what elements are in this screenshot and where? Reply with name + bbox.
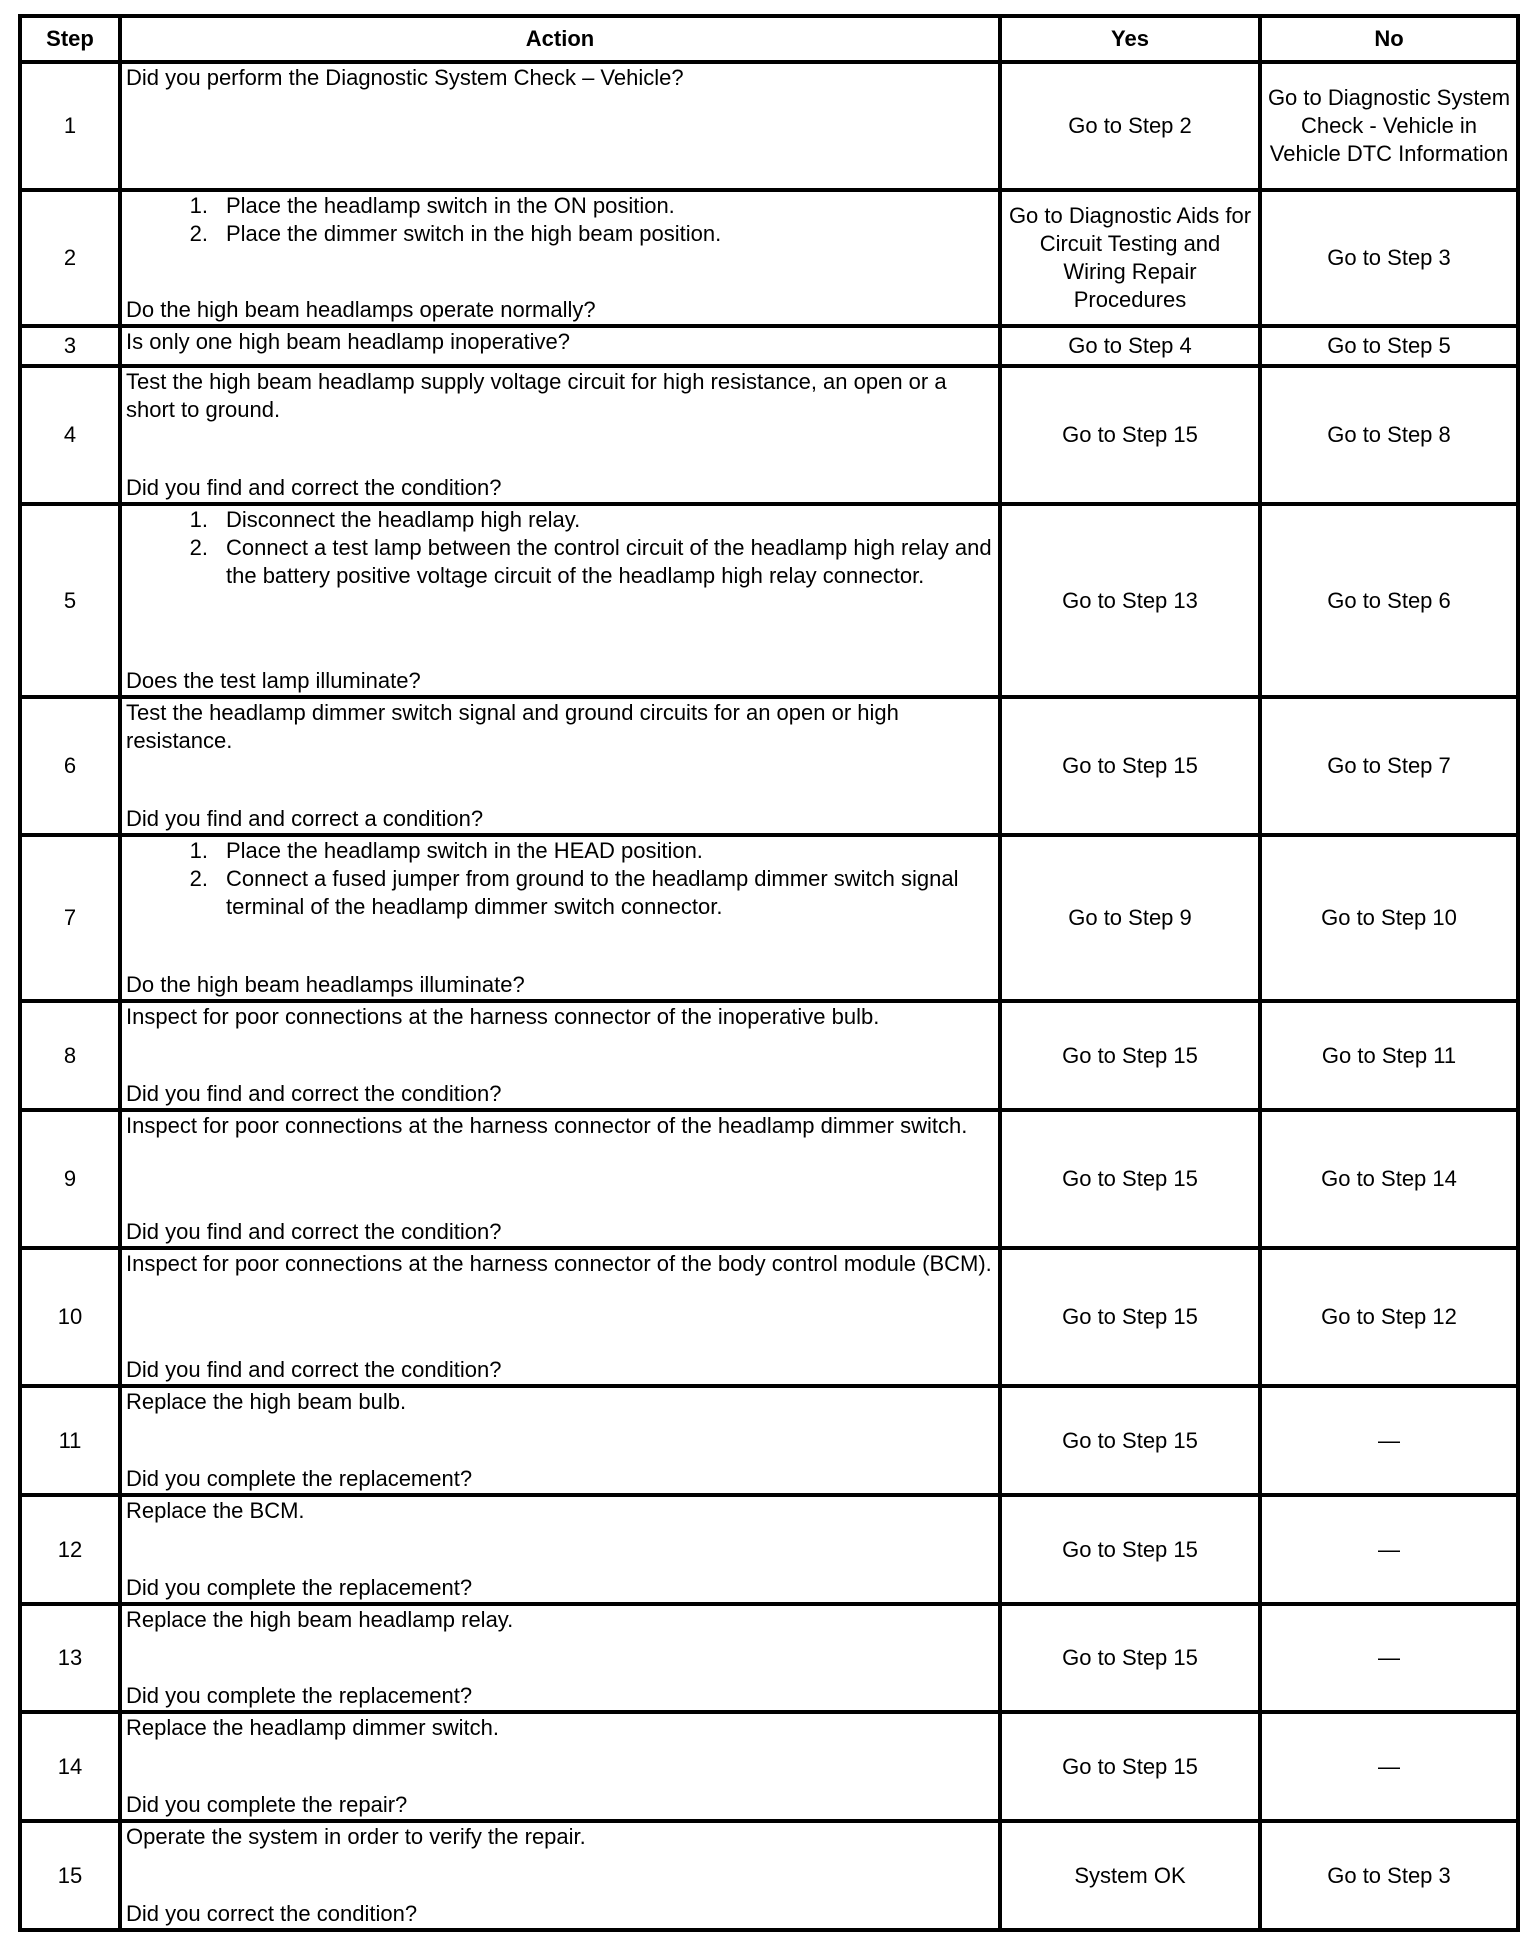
step-number: 1 — [20, 62, 120, 190]
question-text: Did you complete the replacement? — [126, 1683, 473, 1708]
table-row — [20, 1821, 1518, 1930]
yes-result: Go to Step 9 — [1000, 835, 1260, 1001]
action-content — [126, 192, 994, 324]
action-instructions — [126, 1003, 994, 1031]
yes-result: Go to Step 15 — [1000, 1248, 1260, 1386]
substep-number: 1. — [189, 838, 208, 863]
substep-list — [126, 192, 994, 248]
table-row — [20, 326, 1518, 366]
step-number: 14 — [20, 1712, 120, 1821]
question-text: Did you complete the replacement? — [126, 1575, 473, 1600]
table-row — [20, 1110, 1518, 1248]
action-instructions — [126, 1823, 994, 1851]
question-text: Did you find and correct the condition? — [126, 1219, 502, 1244]
action-content — [126, 1112, 994, 1246]
no-result: Go to Diagnostic System Check - Vehicle in Vehicle DTC Information — [1260, 62, 1518, 190]
instruction-text: Test the headlamp dimmer switch signal and ground circuits for an open or high resistance. — [126, 700, 899, 753]
step-action — [120, 1001, 1000, 1110]
question-text: Did you find and correct a condition? — [126, 806, 484, 831]
instruction-text: Replace the BCM. — [126, 1498, 305, 1523]
no-result: — — [1260, 1495, 1518, 1604]
instruction-text: Replace the high beam headlamp relay. — [126, 1607, 514, 1632]
no-result: Go to Step 6 — [1260, 504, 1518, 697]
question-text: Did you find and correct the condition? — [126, 1081, 502, 1106]
table-body — [20, 62, 1518, 1930]
substep-item — [126, 865, 994, 921]
action-instructions — [126, 192, 994, 248]
action-content — [126, 368, 994, 502]
no-result: Go to Step 7 — [1260, 697, 1518, 835]
table-row — [20, 1712, 1518, 1821]
step-number: 4 — [20, 366, 120, 504]
substep-item — [126, 220, 994, 248]
substep-item — [126, 192, 994, 220]
action-instructions — [126, 368, 994, 424]
table-row — [20, 1248, 1518, 1386]
table-row — [20, 1386, 1518, 1495]
yes-result: Go to Step 4 — [1000, 326, 1260, 366]
header-action: Action — [120, 16, 1000, 62]
step-action — [120, 1110, 1000, 1248]
substep-number: 1. — [189, 193, 208, 218]
diagnostic-table — [18, 14, 1520, 1932]
instruction-text: Inspect for poor connections at the harness connector of the body control module (BCM). — [126, 1251, 992, 1276]
yes-result: Go to Step 15 — [1000, 697, 1260, 835]
table-row — [20, 1495, 1518, 1604]
table-row — [20, 366, 1518, 504]
step-number: 11 — [20, 1386, 120, 1495]
step-number: 13 — [20, 1604, 120, 1712]
no-result: Go to Step 12 — [1260, 1248, 1518, 1386]
action-instructions — [126, 1112, 994, 1140]
step-action — [120, 1248, 1000, 1386]
table-row — [20, 1001, 1518, 1110]
action-content — [126, 1250, 994, 1384]
step-number: 9 — [20, 1110, 120, 1248]
substep-list — [126, 837, 994, 921]
action-content — [126, 64, 994, 188]
step-action — [120, 504, 1000, 697]
action-instructions — [126, 1606, 994, 1634]
step-action — [120, 1604, 1000, 1712]
header-no: No — [1260, 16, 1518, 62]
question-text: Did you complete the replacement? — [126, 1466, 473, 1491]
action-content — [126, 1606, 994, 1710]
substep-list — [126, 506, 994, 590]
question-text: Did you perform the Diagnostic System Check – Vehicle? — [126, 65, 684, 90]
instruction-text: Operate the system in order to verify the repair. — [126, 1824, 586, 1849]
substep-text: Place the dimmer switch in the high beam position. — [226, 221, 722, 246]
question-text: Does the test lamp illuminate? — [126, 668, 421, 693]
step-number: 15 — [20, 1821, 120, 1930]
action-instructions — [126, 506, 994, 590]
step-action — [120, 1495, 1000, 1604]
table-row — [20, 835, 1518, 1001]
action-content — [126, 328, 994, 364]
yes-result: Go to Step 15 — [1000, 1495, 1260, 1604]
no-result: — — [1260, 1386, 1518, 1495]
action-instructions — [126, 1388, 994, 1416]
action-instructions — [126, 1250, 994, 1278]
table-row — [20, 697, 1518, 835]
yes-result: Go to Step 15 — [1000, 1712, 1260, 1821]
no-result: — — [1260, 1712, 1518, 1821]
action-content — [126, 1714, 994, 1819]
step-action — [120, 1712, 1000, 1821]
no-result: Go to Step 14 — [1260, 1110, 1518, 1248]
action-content — [126, 1003, 994, 1108]
table-row — [20, 62, 1518, 190]
substep-text: Place the headlamp switch in the ON position. — [226, 193, 675, 218]
yes-result: Go to Diagnostic Aids for Circuit Testing and Wiring Repair Procedures — [1000, 190, 1260, 326]
instruction-text: Replace the high beam bulb. — [126, 1389, 407, 1414]
action-content — [126, 506, 994, 695]
table-row — [20, 504, 1518, 697]
no-result: Go to Step 8 — [1260, 366, 1518, 504]
step-action — [120, 697, 1000, 835]
step-number: 12 — [20, 1495, 120, 1604]
step-number: 5 — [20, 504, 120, 697]
table-row — [20, 190, 1518, 326]
step-number: 3 — [20, 326, 120, 366]
substep-item — [126, 534, 994, 590]
action-content — [126, 699, 994, 833]
question-text: Is only one high beam headlamp inoperative? — [126, 329, 570, 354]
step-action — [120, 835, 1000, 1001]
instruction-text: Test the high beam headlamp supply voltage circuit for high resistance, an open or a short to ground. — [126, 369, 947, 422]
step-number: 7 — [20, 835, 120, 1001]
step-action — [120, 1821, 1000, 1930]
step-number: 8 — [20, 1001, 120, 1110]
no-result: Go to Step 10 — [1260, 835, 1518, 1001]
question-text: Do the high beam headlamps operate normally? — [126, 297, 596, 322]
header-step: Step — [20, 16, 120, 62]
action-instructions — [126, 837, 994, 921]
step-number: 10 — [20, 1248, 120, 1386]
step-action — [120, 190, 1000, 326]
action-instructions — [126, 699, 994, 755]
action-instructions — [126, 1714, 994, 1742]
action-content — [126, 1497, 994, 1602]
instruction-text: Replace the headlamp dimmer switch. — [126, 1715, 499, 1740]
substep-item — [126, 506, 994, 534]
yes-result: Go to Step 2 — [1000, 62, 1260, 190]
step-action — [120, 326, 1000, 366]
substep-number: 2. — [189, 535, 208, 560]
table-row — [20, 1604, 1518, 1712]
yes-result: Go to Step 15 — [1000, 1110, 1260, 1248]
question-text: Did you correct the condition? — [126, 1901, 418, 1926]
instruction-text: Inspect for poor connections at the harness connector of the headlamp dimmer switch. — [126, 1113, 968, 1138]
yes-result: Go to Step 15 — [1000, 1386, 1260, 1495]
yes-result: Go to Step 13 — [1000, 504, 1260, 697]
substep-text: Connect a fused jumper from ground to the headlamp dimmer switch signal terminal of the headlamp dimmer switch connector. — [226, 866, 959, 919]
no-result: Go to Step 3 — [1260, 190, 1518, 326]
yes-result: System OK — [1000, 1821, 1260, 1930]
question-text: Do the high beam headlamps illuminate? — [126, 972, 525, 997]
no-result: Go to Step 11 — [1260, 1001, 1518, 1110]
question-text: Did you complete the repair? — [126, 1792, 408, 1817]
substep-number: 2. — [189, 866, 208, 891]
step-action — [120, 366, 1000, 504]
no-result: Go to Step 5 — [1260, 326, 1518, 366]
step-number: 6 — [20, 697, 120, 835]
action-content — [126, 1388, 994, 1493]
substep-number: 1. — [189, 507, 208, 532]
action-instructions — [126, 1497, 994, 1525]
substep-text: Connect a test lamp between the control circuit of the headlamp high relay and the battery positive voltage circuit of the headlamp high relay connector. — [226, 535, 992, 588]
substep-text: Disconnect the headlamp high relay. — [226, 507, 581, 532]
no-result: Go to Step 3 — [1260, 1821, 1518, 1930]
table-header-row — [20, 16, 1518, 62]
yes-result: Go to Step 15 — [1000, 366, 1260, 504]
question-text: Did you find and correct the condition? — [126, 475, 502, 500]
header-yes: Yes — [1000, 16, 1260, 62]
no-result: — — [1260, 1604, 1518, 1712]
substep-number: 2. — [189, 221, 208, 246]
step-action — [120, 1386, 1000, 1495]
substep-item — [126, 837, 994, 865]
instruction-text: Inspect for poor connections at the harness connector of the inoperative bulb. — [126, 1004, 880, 1029]
substep-text: Place the headlamp switch in the HEAD position. — [226, 838, 703, 863]
yes-result: Go to Step 15 — [1000, 1604, 1260, 1712]
question-text: Did you find and correct the condition? — [126, 1357, 502, 1382]
step-action — [120, 62, 1000, 190]
yes-result: Go to Step 15 — [1000, 1001, 1260, 1110]
action-content — [126, 837, 994, 999]
step-number: 2 — [20, 190, 120, 326]
action-content — [126, 1823, 994, 1928]
